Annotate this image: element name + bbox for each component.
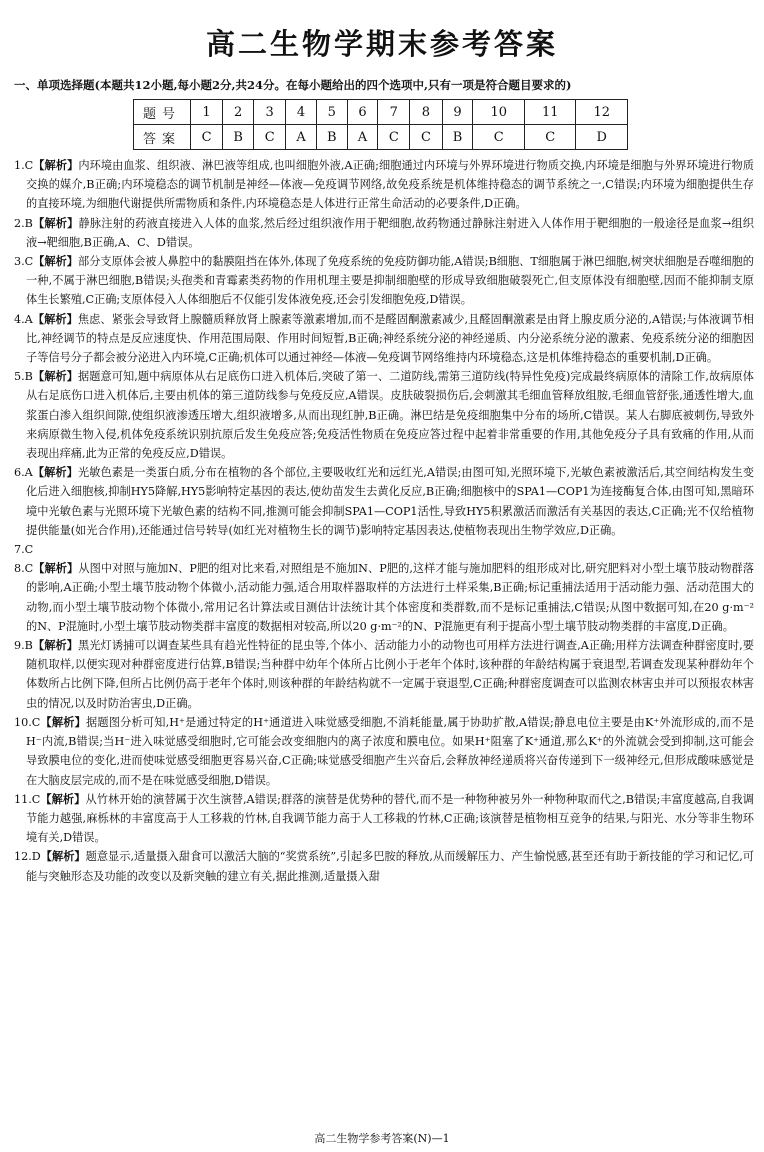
question-number-cell: 2 — [223, 100, 254, 125]
item-tag: 【解析】 — [32, 369, 78, 384]
explanation-item-1 — [14, 156, 754, 214]
explanation-item-2 — [14, 214, 754, 252]
answer-cell: C — [378, 125, 410, 150]
answer-cell: C — [524, 125, 575, 150]
item-tag: 【解析】 — [40, 791, 86, 806]
explanation-item-7 — [14, 540, 754, 559]
answer-cell: C — [254, 125, 286, 150]
page-footer: 高二生物学参考答案(N)—1 — [314, 1132, 450, 1145]
item-text: 黑光灯诱捕可以调查某些具有趋光性特征的昆虫等,个体小、活动能力小的动物也可用样方法进行调查,A正确;用样方法调查种群密度时,要随机取样,以便实现对种群密度进行估算,B错误;当种群中幼年个体所占比例小于老年个体时,该种群的年龄结构属于衰退型,若调查发现某种群幼年个体数所占比例下降,但所占比例仍高于老年个体时,则该种群的年龄结构就不一定属于衰退型,C正确;种群密度调查可以监测农林害虫并可以预报农林害虫的情况,以及时防治害虫,D正确。 — [26, 639, 754, 710]
page-title: 高二生物学期末参考答案 — [205, 27, 558, 61]
item-tag: 【解析】 — [40, 714, 87, 729]
item-number: 9.B — [14, 639, 33, 653]
explanation-item-11 — [14, 790, 754, 848]
question-number-cell: 12 — [576, 100, 628, 125]
item-number: 3.C — [14, 255, 34, 269]
item-number: 12.D — [14, 850, 41, 864]
answer-cell: C — [473, 125, 524, 150]
question-number-cell: 5 — [316, 100, 347, 125]
item-tag: 【解析】 — [32, 311, 78, 326]
answer-cell: B — [316, 125, 347, 150]
item-tag: 【解析】 — [33, 254, 78, 269]
item-tag: 【解析】 — [32, 215, 79, 230]
question-number-cell: 9 — [442, 100, 473, 125]
explanation-item-4 — [14, 310, 754, 368]
question-number-cell: 4 — [286, 100, 316, 125]
answer-table — [133, 99, 628, 150]
row-label-answers: 答案 — [134, 125, 191, 150]
question-number-cell: 3 — [254, 100, 286, 125]
item-number: 11.C — [14, 792, 41, 806]
item-tag: 【解析】 — [32, 465, 78, 480]
item-tag: 【解析】 — [32, 638, 79, 653]
explanation-item-5 — [14, 367, 754, 463]
explanation-list — [14, 156, 754, 886]
item-tag: 【解析】 — [40, 849, 86, 864]
item-text: 据题图分析可知,H⁺是通过特定的H⁺通道进入味觉感受细胞,不消耗能量,属于协助扩散,A错误;静息电位主要是由K⁺外流形成的,而不是H⁻内流,B错误;当H⁻进入味觉感受细胞时,它可能会改变细胞内的离子浓度和膜电位。如果H⁺阻塞了K⁺通道,那么K⁺的外流就会受到抑制,这可能会导致膜电位的变化,进而使味觉感受细胞更容易兴奋,C正确;味觉感受细胞产生兴奋后,会释放神经递质将兴奋传递到下一级神经元,但形成酸味感觉是在大脑皮层完成的,而不是在味觉感受细胞,D错误。 — [26, 715, 754, 787]
question-number-cell: 11 — [524, 100, 575, 125]
answer-cell: B — [442, 125, 473, 150]
item-text: 焦虑、紧张会导致肾上腺髓质释放肾上腺素等激素增加,而不是醛固酮激素减少,且醛固酮激素是由肾上腺皮质分泌的,A错误;与体液调节相比,神经调节的特点是反应速度快、作用范围局限、作用时间短暂,B正确;神经系统分泌的神经递质、内分泌系统分泌的激素、免疫系统分泌的细胞因子等信号分子都会被分泌进入内环境,C正确;机体可以通过神经—体液—免疫调节网络维持内环境稳态,这是机体维持稳态的重要机制,D正确。 — [26, 312, 754, 365]
answer-cell: C — [410, 125, 442, 150]
item-text: 从图中对照与施加N、P肥的组对比来看,对照组是不施加N、P肥的,这样才能与施加肥料的组形成对比,研究肥料对小型土壤节肢动物群落的影响,A正确;小型土壤节肢动物个体微小,活动能力强,适合用取样器取样的方法进行土样采集,B正确;标记重捕法适用于活动能力强、活动范围大的动物,而小型土壤节肢动物个体微小,常用记名计算法或目测估计法统计其个体密度和类群数,而不是标记重捕法,C错误;从图中数据可知,在20 g·m⁻²的N、P混施时,小型土壤节肢动物类群丰富度的数据相对较高,所以20 g·m⁻²的N、P混施更有利于提高小型土壤节肢动物类群的丰富度,D正确。 — [26, 562, 754, 633]
question-number-cell: 7 — [378, 100, 410, 125]
explanation-item-6 — [14, 463, 754, 540]
question-number-cell: 1 — [191, 100, 223, 125]
item-number: 4.A — [14, 312, 33, 326]
answer-cell: B — [223, 125, 254, 150]
item-text: 据题意可知,题中病原体从右足底伤口进入机体后,突破了第一、二道防线,需第三道防线(特异性免疫)完成最终病原体的清除工作,故病原体从右足底伤口进入机体后,主要由机体的第三道防线参与免疫反应,A错误。皮肤破裂损伤后,会刺激其毛细血管释放组胺,毛细血管舒张,通透性增大,血浆蛋白渗入组织间隙,使组织液渗透压增大,组织液增多,从而出现红肿,B正确。淋巴结是免疫细胞集中分布的场所,C错误。某人右脚底被刺伤,导致外来病原微生物入侵,机体免疫系统识别抗原后发生免疫应答;免疫活性物质在免疫应答过程中起着非常重要的作用,其他免疫分子具有致痛的作用,从而表现出痒痛,此为正常的免疫反应,D错误。 — [26, 370, 754, 461]
item-number: 5.B — [14, 370, 33, 384]
item-text: 内环境由血浆、组织液、淋巴液等组成,也叫细胞外液,A正确;细胞通过内环境与外界环境进行物质交换,内环境是细胞与外界环境进行物质交换的媒介,B正确;内环境稳态的调节机制是神经—体液—免疫调节网络,故免疫系统是机体维持稳态的调节系统之一,C错误;内环境为细胞提供生存的直接环境,为细胞代谢提供所需物质和条件,内环境稳态是人体进行正常生命活动的必要条件,D正确。 — [26, 159, 754, 211]
item-text: 静脉注射的药液直接进入人体的血浆,然后经过组织液作用于靶细胞,故药物通过静脉注射进入人体作用于靶细胞的一般途径是血浆→组织液→靶细胞,B正确,A、C、D错误。 — [26, 216, 754, 249]
explanation-item-3 — [14, 252, 754, 310]
answer-cell: A — [286, 125, 316, 150]
explanation-item-8 — [14, 559, 754, 636]
item-number: 6.A — [14, 466, 33, 480]
answer-cell: A — [347, 125, 377, 150]
item-tag: 【解析】 — [33, 561, 79, 576]
item-number: 8.C — [14, 562, 34, 576]
question-number-cell: 6 — [347, 100, 377, 125]
table-row-numbers — [134, 100, 628, 125]
item-number: 7.C — [14, 543, 34, 557]
item-text: 从竹林开始的演替属于次生演替,A错误;群落的演替是优势种的替代,而不是一种物种被另外一种物种取而代之,B错误;丰富度越高,自我调节能力越强,麻栎林的丰富度高于人工移栽的竹林,自我调节能力高于人工移栽的竹林,C正确;该演替是植物相互竞争的结果,与阳光、水分等非生物环境有关,D错误。 — [26, 792, 754, 845]
explanation-item-12 — [14, 847, 754, 885]
answer-cell: D — [576, 125, 628, 150]
explanation-item-9 — [14, 636, 754, 713]
explanation-item-10 — [14, 713, 754, 790]
question-number-cell: 10 — [473, 100, 524, 125]
answer-cell: C — [191, 125, 223, 150]
item-text: 题意显示,适量摄入甜食可以激活大脑的“奖赏系统”,引起多巴胺的释放,从而缓解压力、产生愉悦感,甚至还有助于新技能的学习和记忆,可能与突触形态及功能的改变以及新突触的建立有关,据此推测,适量摄入甜 — [26, 850, 754, 883]
item-number: 10.C — [14, 715, 41, 729]
item-tag: 【解析】 — [33, 158, 79, 172]
table-row-answers — [134, 125, 628, 150]
item-number: 1.C — [14, 159, 34, 172]
item-text: 光敏色素是一类蛋白质,分布在植物的各个部位,主要吸收红光和远红光,A错误;由图可知,光照环境下,光敏色素被激活后,其空间结构发生变化后进入细胞核,抑制HY5降解,HY5影响特定基因的表达,使幼苗发生去黄化反应,B正确;细胞核中的SPA1—COP1为连接酶复合体,由图可知,黑暗环境中光敏色素与光照环境下光敏色素的结构不同,推测可能会抑制SPA1—COP1活性,导致HY5积累激活而激活有关基因的表达,C正确;光不仅给植物提供能量(如光合作用),还能通过信号转导(如红光对植物生长的调节)影响特定基因表达,使植物表现出生物学效应,D正确。 — [26, 466, 754, 537]
row-label-numbers: 题号 — [134, 100, 191, 125]
section-heading: 一、单项选择题(本题共12小题,每小题2分,共24分。在每小题给出的四个选项中,只有一项是符合题目要求的) — [14, 78, 572, 92]
item-text: 部分支原体会被人鼻腔中的黏膜阻挡在体外,体现了免疫系统的免疫防御功能,A错误;B细胞、T细胞属于淋巴细胞,树突状细胞是吞噬细胞的一种,不属于淋巴细胞,B错误;头孢类和青霉素类药物的作用机理主要是抑制细胞壁的形成导致细胞破裂死亡,但支原体没有细胞壁,因而不能抑制支原体生长繁殖,C正确;支原体侵入人体细胞后不仅能引发体液免疫,还会引发细胞免疫,D错误。 — [26, 255, 754, 307]
item-number: 2.B — [14, 216, 33, 230]
question-number-cell: 8 — [410, 100, 442, 125]
